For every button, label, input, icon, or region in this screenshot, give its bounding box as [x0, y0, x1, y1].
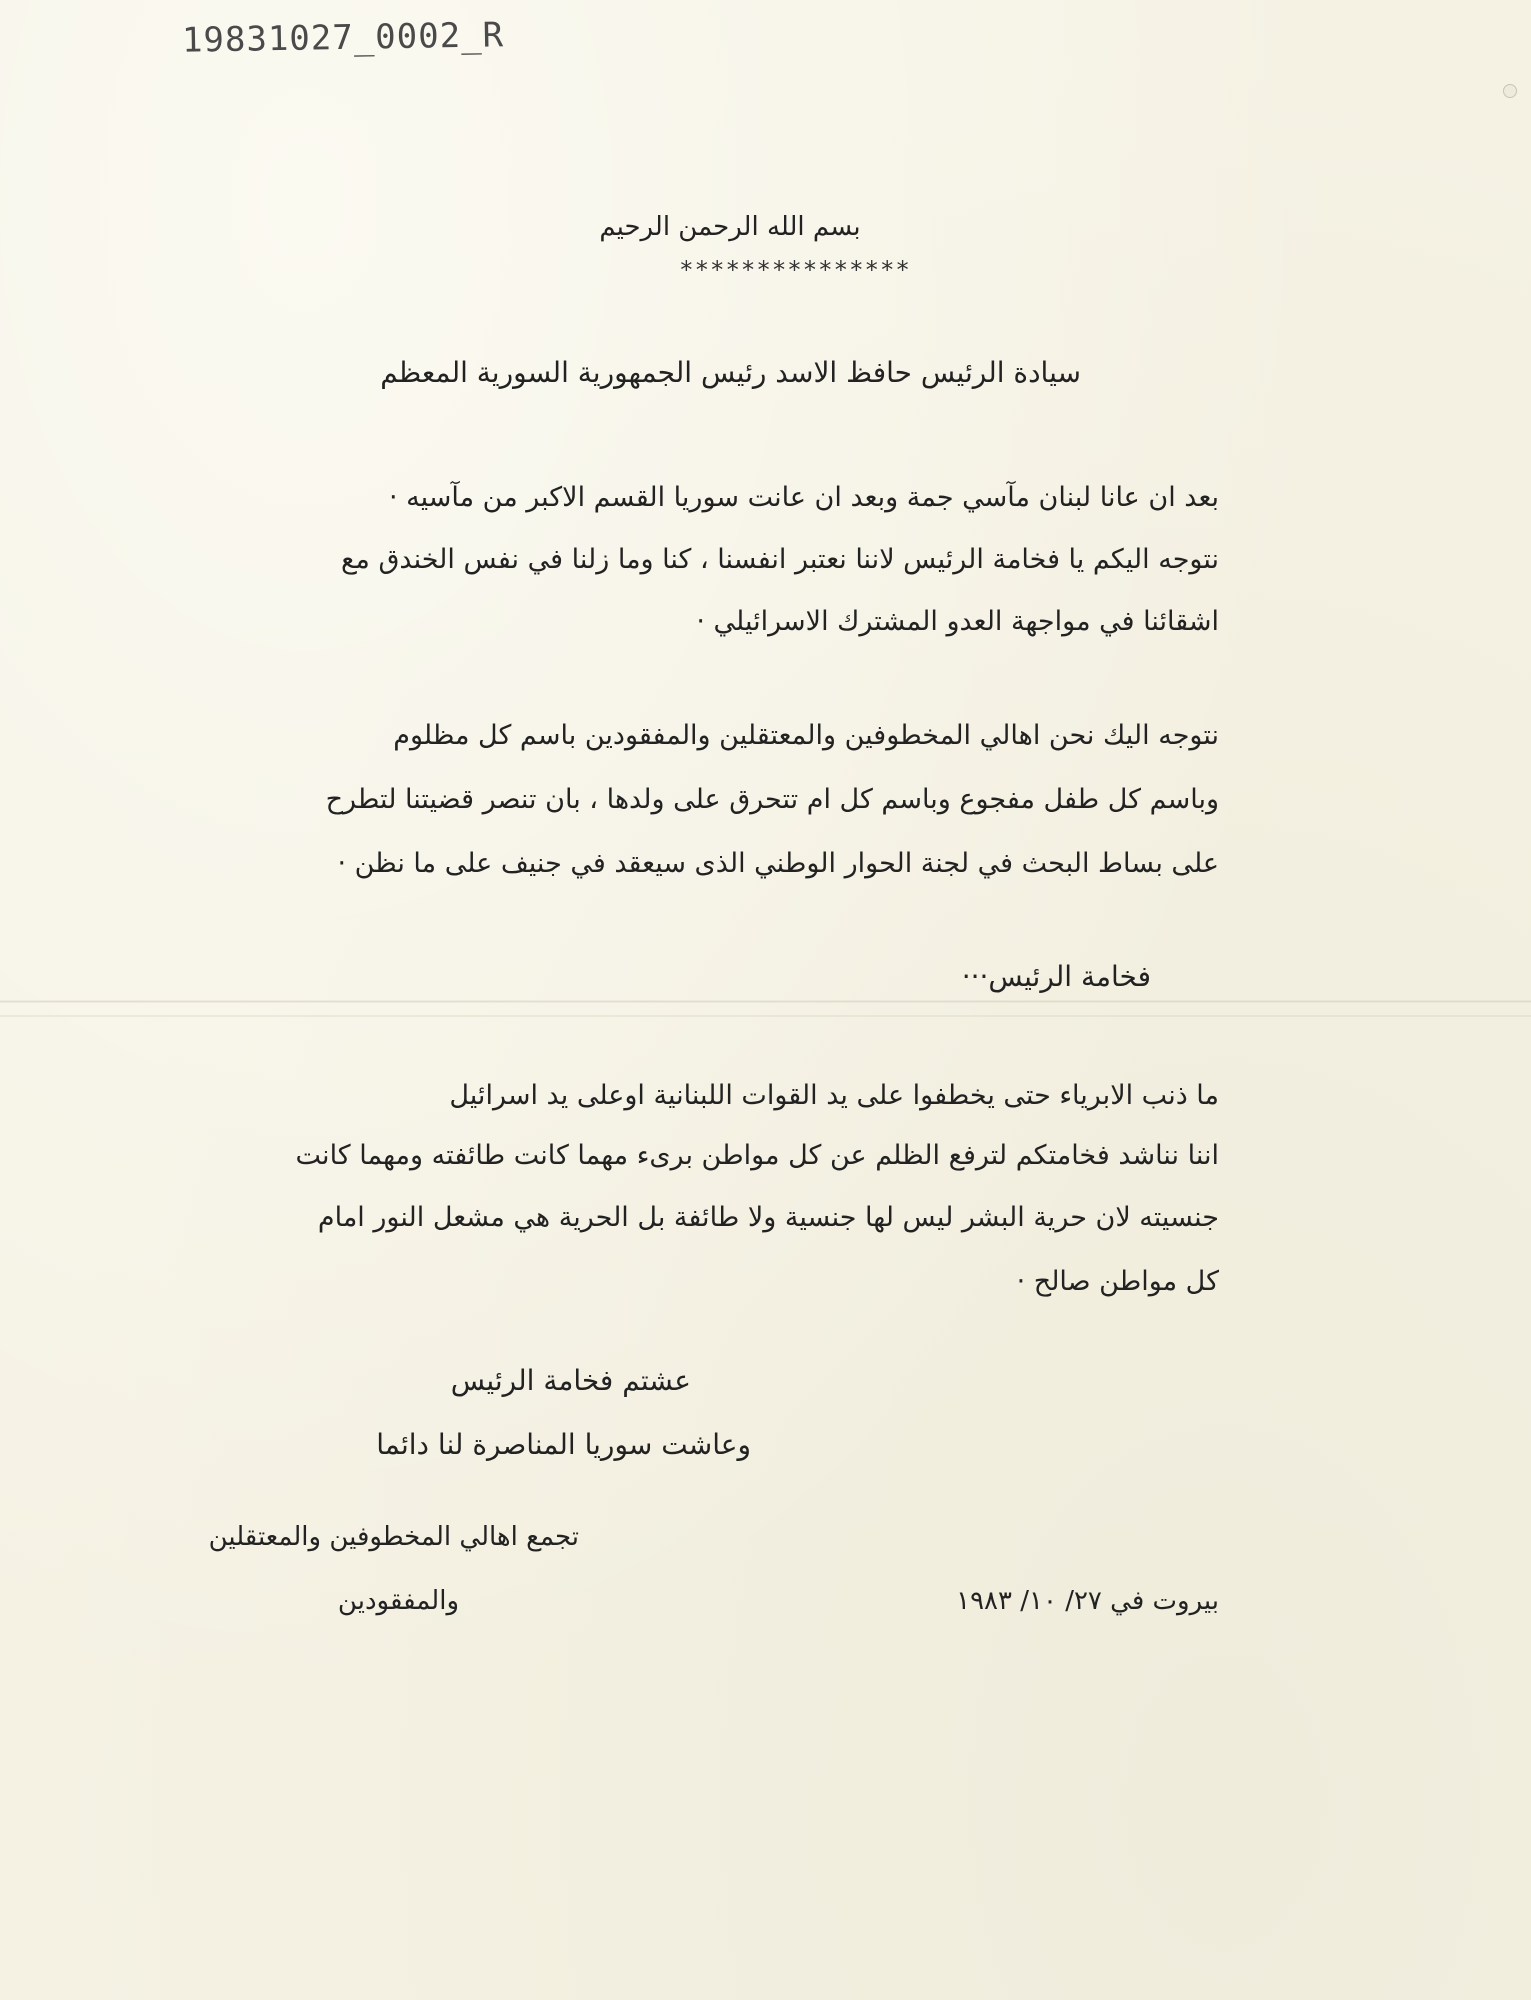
paragraph2-line3: على بساط البحث في لجنة الحوار الوطني الذى سيعقد في جنيف على ما نظن ·	[337, 848, 1219, 879]
separator-stars: ***************	[679, 256, 911, 284]
signatory-line2: والمفقودين	[337, 1586, 459, 1616]
signatory-line1: تجمع اهالي المخطوفين والمعتقلين	[208, 1522, 579, 1552]
paper-fold-shadow	[0, 1015, 1531, 1017]
salutation: سيادة الرئيس حافظ الاسد رئيس الجمهورية السورية المعظم	[380, 356, 1081, 389]
paragraph3-line2: اننا نناشد فخامتكم لترفع الظلم عن كل مواطن برىء مهما كانت طائفته ومهما كانت	[295, 1140, 1219, 1171]
basmala: بسم الله الرحمن الرحيم	[599, 212, 861, 242]
paragraph3-line3: جنسيته لان حرية البشر ليس لها جنسية ولا طائفة بل الحرية هي مشعل النور امام	[317, 1202, 1219, 1233]
archive-id: 19831027_0002_R	[181, 15, 505, 61]
paragraph1-line1: بعد ان عانا لبنان مآسي جمة وبعد ان عانت سوريا القسم الاكبر من مآسيه ·	[388, 482, 1219, 513]
place-date: بيروت في ٢٧/ ١٠/ ١٩٨٣	[956, 1586, 1219, 1616]
paragraph2-line1: نتوجه اليك نحن اهالي المخطوفين والمعتقلين والمفقودين باسم كل مظلوم	[393, 720, 1219, 751]
paragraph1-line2: نتوجه اليكم يا فخامة الرئيس لاننا نعتبر انفسنا ، كنا وما زلنا في نفس الخندق مع	[341, 544, 1219, 575]
paragraph1-line3: اشقائنا في مواجهة العدو المشترك الاسرائيلي ·	[696, 606, 1219, 637]
closing-line1: عشتم فخامة الرئيس	[450, 1364, 691, 1397]
paragraph2-line2: وباسم كل طفل مفجوع وباسم كل ام تتحرق على ولدها ، بان تنصر قضيتنا لتطرح	[325, 784, 1219, 815]
paragraph3-line1: ما ذنب الابرياء حتى يخطفوا على يد القوات اللبنانية اوعلى يد اسرائيل	[449, 1080, 1219, 1111]
paper-fold-line	[0, 1000, 1531, 1003]
punch-hole	[1503, 84, 1517, 98]
address-heading: فخامة الرئيس···	[961, 960, 1151, 993]
paragraph3-line4: كل مواطن صالح ·	[1016, 1266, 1219, 1297]
closing-line2: وعاشت سوريا المناصرة لنا دائما	[376, 1428, 751, 1461]
